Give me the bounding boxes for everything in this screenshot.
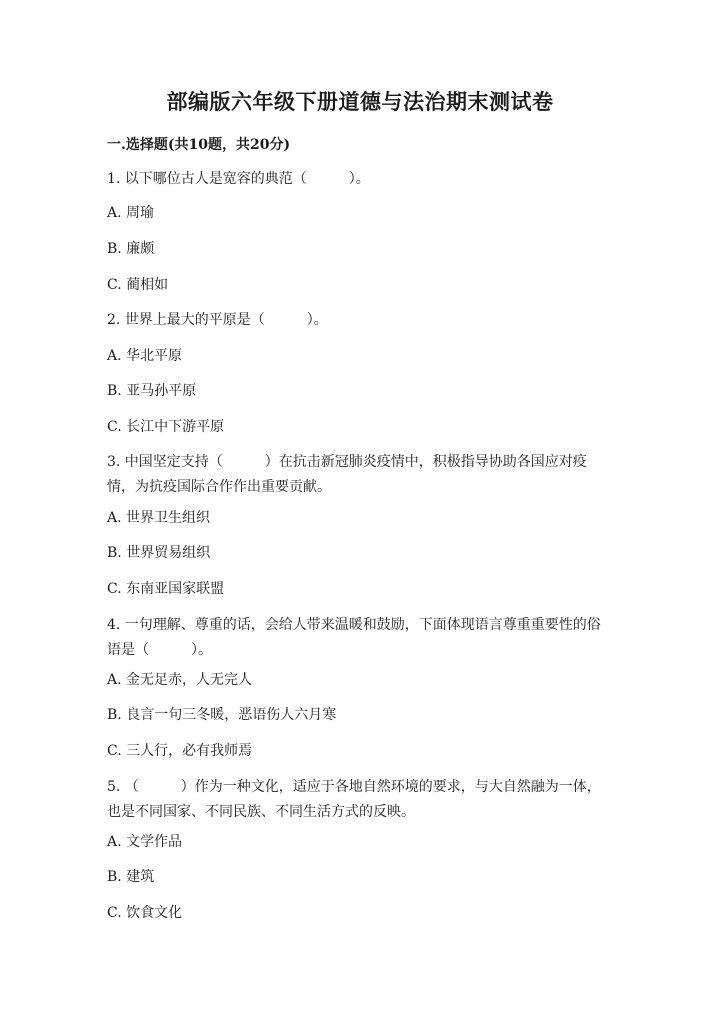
question-3-option-c: C. 东南亚国家联盟 [107, 581, 225, 597]
page-title: 部编版六年级下册道德与法治期末测试卷 [166, 89, 554, 114]
question-5-option-b: B. 建筑 [107, 869, 155, 885]
question-5-option-a: A. 文学作品 [107, 834, 183, 850]
question-2-stem: 2. 世界上最大的平原是（ ）。 [107, 312, 328, 328]
question-3-option-a: A. 世界卫生组织 [107, 510, 211, 526]
section-heading: 一.选择题(共10题，共20分) [107, 137, 291, 153]
question-1-option-a: A. 周瑜 [107, 205, 155, 221]
question-1-option-c: C. 蔺相如 [107, 277, 169, 293]
question-4-stem: 4. 一句理解、尊重的话，会给人带来温暖和鼓励，下面体现语言尊重重要性的俗语是（ ）。 [107, 617, 601, 658]
question-2-option-a: A. 华北平原 [107, 348, 183, 364]
question-2-option-c: C. 长江中下游平原 [107, 419, 225, 435]
question-1-option-b: B. 廉颇 [107, 241, 155, 257]
question-3-option-b: B. 世界贸易组织 [107, 545, 211, 561]
question-4-option-b: B. 良言一句三冬暖，恶语伤人六月寒 [107, 707, 337, 723]
question-5-option-c: C. 饮食文化 [107, 905, 183, 921]
question-4-option-a: A. 金无足赤，人无完人 [107, 672, 253, 688]
question-5-stem: 5. （ ）作为一种文化，适应于各地自然环境的要求，与大自然融为一体，也是不同国家、不同民族、不同生活方式的反映。 [107, 779, 601, 820]
question-3-stem: 3. 中国坚定支持（ ）在抗击新冠肺炎疫情中，积极指导协助各国应对疫情，为抗疫国际合作作出重要贡献。 [107, 454, 587, 495]
question-2-option-b: B. 亚马孙平原 [107, 383, 197, 399]
question-1-stem: 1. 以下哪位古人是宽容的典范（ ）。 [107, 171, 370, 187]
question-4-option-c: C. 三人行，必有我师焉 [107, 743, 253, 759]
